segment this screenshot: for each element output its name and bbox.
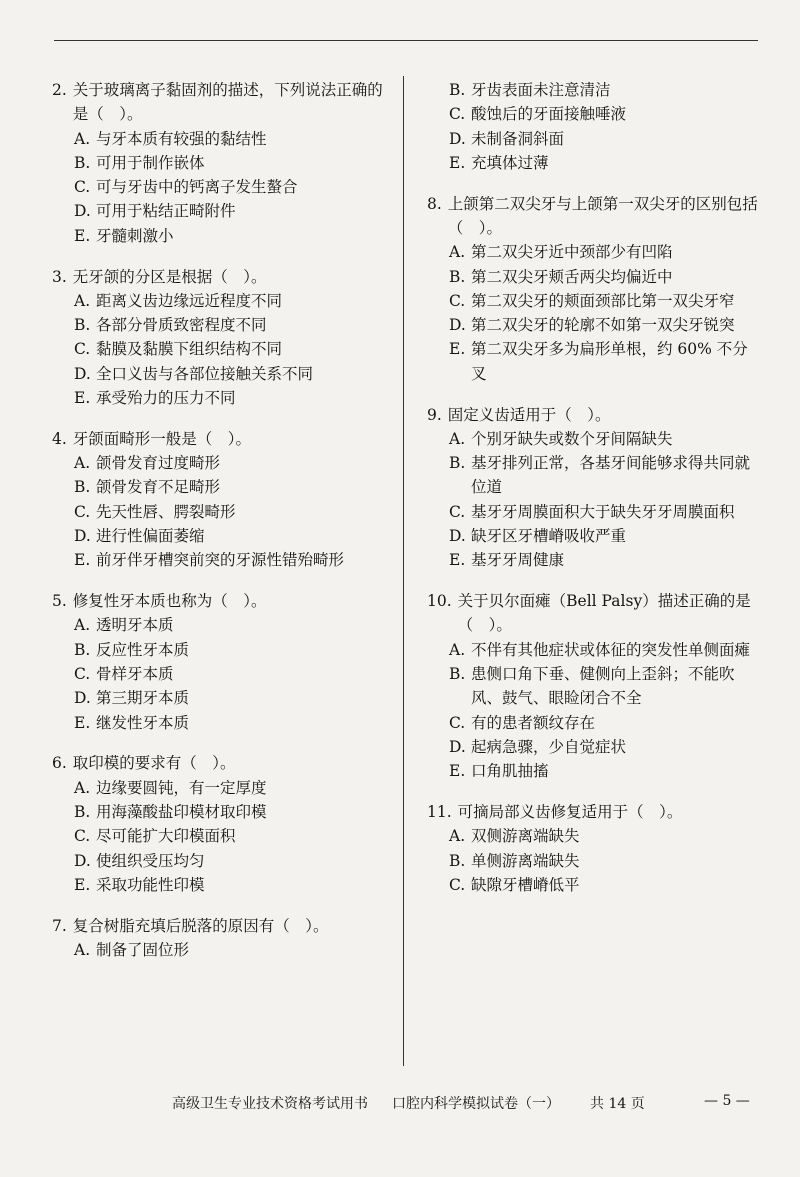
question-stem	[52, 751, 392, 775]
question-item	[52, 427, 392, 573]
option-text: 前牙伴牙槽突前突的牙源性错殆畸形	[96, 551, 345, 570]
option-letter: C.	[449, 875, 466, 894]
option-letter: C.	[74, 827, 91, 846]
option-text: 全口义齿与各部位接触关系不同	[96, 364, 314, 383]
option-text: 双侧游离端缺失	[471, 827, 580, 846]
option-letter: E.	[74, 389, 91, 408]
answer-option	[52, 289, 392, 313]
option-letter: B.	[74, 640, 91, 659]
option-text: 酸蚀后的牙面接触唾液	[471, 105, 627, 124]
answer-option	[52, 362, 392, 386]
option-letter: E.	[74, 875, 91, 894]
answer-option	[427, 313, 763, 337]
option-text: 单侧游离端缺失	[471, 851, 580, 870]
option-text: 可用于制作嵌体	[96, 153, 205, 172]
option-letter: D.	[74, 364, 91, 383]
question-stem	[52, 589, 392, 613]
answer-option	[52, 337, 392, 361]
answer-option	[427, 451, 763, 500]
option-text: 各部分骨质致密程度不同	[96, 316, 267, 335]
question-item	[427, 403, 763, 573]
option-letter: A.	[449, 827, 466, 846]
question-item	[52, 751, 392, 897]
option-text: 使组织受压均匀	[96, 851, 205, 870]
option-text: 边缘要圆钝，有一定厚度	[96, 778, 267, 797]
option-text: 第二双尖牙颊舌两尖均偏近中	[471, 267, 673, 286]
option-text: 第二双尖牙近中颈部少有凹陷	[471, 243, 673, 262]
question-text: 修复性牙本质也称为（ ）。	[72, 592, 267, 611]
question-stem	[427, 589, 763, 638]
question-number: 4.	[52, 429, 67, 448]
option-text: 基牙牙周膜面积大于缺失牙牙周膜面积	[471, 502, 735, 521]
question-stem	[52, 427, 392, 451]
answer-option	[52, 500, 392, 524]
answer-option	[427, 151, 763, 175]
answer-option	[52, 386, 392, 410]
answer-option	[427, 127, 763, 151]
option-text: 基牙牙周健康	[471, 551, 565, 570]
question-text: 上颌第二双尖牙与上颌第一双尖牙的区别包括（ ）。	[447, 194, 758, 237]
question-number: 5.	[52, 592, 67, 611]
option-text: 承受殆力的压力不同	[96, 389, 236, 408]
answer-option	[52, 873, 392, 897]
option-letter: B.	[449, 267, 466, 286]
question-text: 可摘局部义齿修复适用于（ ）。	[457, 803, 683, 822]
option-text: 与牙本质有较强的黏结性	[96, 129, 267, 148]
question-number: 11.	[427, 803, 452, 822]
header-rule	[54, 40, 758, 41]
question-item	[52, 589, 392, 735]
answer-option	[427, 240, 763, 264]
question-number: 2.	[52, 81, 67, 99]
question-number: 8.	[427, 194, 442, 213]
option-text: 有的患者额纹存在	[471, 713, 596, 732]
option-letter: D.	[449, 129, 466, 148]
question-item	[427, 78, 763, 175]
option-text: 缺隙牙槽嵴低平	[471, 875, 580, 894]
question-text: 无牙颌的分区是根据（ ）。	[72, 267, 267, 286]
question-item	[52, 914, 392, 963]
question-number: 7.	[52, 916, 67, 935]
option-letter: A.	[449, 640, 466, 659]
option-letter: C.	[74, 502, 91, 521]
answer-option	[52, 711, 392, 735]
question-stem	[427, 800, 763, 824]
option-letter: A.	[74, 129, 91, 148]
question-stem	[427, 403, 763, 427]
question-number: 10.	[427, 592, 452, 611]
option-text: 牙齿表面未注意清洁	[471, 81, 611, 99]
question-item	[427, 192, 763, 386]
option-text: 基牙排列正常，各基牙间能够求得共同就位道	[471, 454, 751, 497]
answer-option	[52, 524, 392, 548]
option-letter: D.	[74, 689, 91, 708]
option-text: 个别牙缺失或数个牙间隔缺失	[471, 429, 673, 448]
option-letter: E.	[74, 226, 91, 245]
option-text: 采取功能性印模	[96, 875, 205, 894]
option-text: 第三期牙本质	[96, 689, 190, 708]
option-text: 距离义齿边缘远近程度不同	[96, 291, 283, 310]
right-column	[427, 78, 763, 914]
option-letter: C.	[449, 105, 466, 124]
answer-option	[52, 613, 392, 637]
option-letter: C.	[74, 178, 91, 197]
option-text: 未制备洞斜面	[471, 129, 565, 148]
option-text: 可用于粘结正畸附件	[96, 202, 236, 221]
question-text: 复合树脂充填后脱落的原因有（ ）。	[72, 916, 329, 935]
answer-option	[427, 78, 763, 102]
answer-option	[427, 500, 763, 524]
option-text: 口角肌抽搐	[471, 762, 549, 781]
answer-option	[427, 759, 763, 783]
option-letter: B.	[74, 153, 91, 172]
option-letter: C.	[449, 291, 466, 310]
question-stem	[52, 265, 392, 289]
option-letter: E.	[449, 153, 466, 172]
option-letter: A.	[74, 941, 91, 959]
option-letter: E.	[449, 551, 466, 570]
option-letter: D.	[449, 737, 466, 756]
option-text: 先天性唇、腭裂畸形	[96, 502, 236, 521]
option-text: 第二双尖牙的轮廓不如第一双尖牙锐突	[471, 316, 735, 335]
option-text: 患侧口角下垂、健侧向上歪斜；不能吹风、鼓气、眼睑闭合不全	[471, 665, 735, 708]
answer-option	[52, 849, 392, 873]
answer-option	[52, 451, 392, 475]
option-text: 尽可能扩大印模面积	[96, 827, 236, 846]
question-number: 3.	[52, 267, 67, 286]
option-text: 透明牙本质	[96, 616, 174, 635]
footer-book-title: 高级卫生专业技术资格考试用书	[172, 1096, 368, 1112]
footer-page-count: 共 14 页	[590, 1096, 645, 1112]
option-text: 第二双尖牙的颊面颈部比第一双尖牙窄	[471, 291, 735, 310]
option-text: 颌骨发育过度畸形	[96, 454, 221, 473]
answer-option	[427, 289, 763, 313]
footer-exam-title: 口腔内科学模拟试卷（一）	[392, 1096, 560, 1112]
option-letter: C.	[449, 502, 466, 521]
option-letter: A.	[74, 616, 91, 635]
question-text: 取印模的要求有（ ）。	[72, 754, 236, 773]
answer-option	[427, 102, 763, 126]
answer-option	[427, 427, 763, 451]
answer-option	[427, 548, 763, 572]
answer-option	[52, 175, 392, 199]
answer-option	[52, 224, 392, 248]
answer-option	[52, 313, 392, 337]
option-text: 充填体过薄	[471, 153, 549, 172]
option-letter: B.	[74, 478, 91, 497]
answer-option	[52, 548, 392, 572]
option-letter: D.	[449, 316, 466, 335]
answer-option	[427, 711, 763, 735]
question-number: 6.	[52, 754, 67, 773]
option-letter: E.	[449, 762, 466, 781]
option-letter: D.	[74, 202, 91, 221]
question-stem	[427, 192, 763, 241]
answer-option	[52, 824, 392, 848]
question-text: 牙颌面畸形一般是（ ）。	[72, 429, 252, 448]
answer-option	[52, 475, 392, 499]
option-letter: B.	[449, 81, 466, 99]
option-letter: A.	[449, 429, 466, 448]
answer-option	[427, 873, 763, 897]
answer-option	[427, 824, 763, 848]
option-text: 缺牙区牙槽嵴吸收严重	[471, 527, 627, 546]
question-text: 关于玻璃离子黏固剂的描述，下列说法正确的是（ ）。	[72, 81, 383, 124]
option-text: 制备了固位形	[96, 941, 190, 959]
option-text: 颌骨发育不足畸形	[96, 478, 221, 497]
answer-option	[427, 662, 763, 711]
answer-option	[52, 199, 392, 223]
column-divider	[403, 76, 404, 1066]
question-text: 关于贝尔面瘫（Bell Palsy）描述正确的是（ ）。	[457, 592, 751, 635]
answer-option	[427, 337, 763, 386]
option-letter: A.	[74, 291, 91, 310]
question-item	[427, 800, 763, 897]
answer-option	[52, 938, 392, 962]
option-letter: B.	[449, 665, 466, 684]
question-item	[427, 589, 763, 783]
option-text: 进行性偏面萎缩	[96, 527, 205, 546]
option-letter: B.	[449, 454, 466, 473]
option-letter: C.	[449, 713, 466, 732]
footer-page-number: — 5 —	[704, 1093, 750, 1109]
option-text: 牙髓刺激小	[96, 226, 174, 245]
answer-option	[52, 638, 392, 662]
option-letter: E.	[449, 340, 466, 359]
answer-option	[427, 849, 763, 873]
answer-option	[52, 800, 392, 824]
option-letter: E.	[74, 551, 91, 570]
question-stem	[52, 914, 392, 938]
option-letter: D.	[74, 851, 91, 870]
answer-option	[427, 638, 763, 662]
answer-option	[427, 524, 763, 548]
option-letter: C.	[74, 665, 91, 684]
option-letter: A.	[74, 454, 91, 473]
option-letter: B.	[74, 316, 91, 335]
option-letter: A.	[74, 778, 91, 797]
answer-option	[52, 686, 392, 710]
option-text: 黏膜及黏膜下组织结构不同	[96, 340, 283, 359]
question-stem	[52, 78, 392, 127]
answer-option	[427, 265, 763, 289]
option-letter: A.	[449, 243, 466, 262]
option-text: 可与牙齿中的钙离子发生螯合	[96, 178, 298, 197]
question-item	[52, 78, 392, 248]
answer-option	[52, 151, 392, 175]
option-letter: B.	[449, 851, 466, 870]
option-letter: B.	[74, 803, 91, 822]
question-text: 固定义齿适用于（ ）。	[447, 405, 611, 424]
option-text: 用海藻酸盐印模材取印模	[96, 803, 267, 822]
question-number: 9.	[427, 405, 442, 424]
option-text: 骨样牙本质	[96, 665, 174, 684]
option-letter: E.	[74, 713, 91, 732]
answer-option	[52, 662, 392, 686]
option-text: 不伴有其他症状或体征的突发性单侧面瘫	[471, 640, 751, 659]
left-column	[52, 78, 392, 979]
option-text: 第二双尖牙多为扁形单根，约 60% 不分叉	[471, 340, 748, 383]
option-text: 反应性牙本质	[96, 640, 190, 659]
option-text: 起病急骤，少自觉症状	[471, 737, 627, 756]
answer-option	[52, 127, 392, 151]
answer-option	[427, 735, 763, 759]
question-item	[52, 265, 392, 411]
option-text: 继发性牙本质	[96, 713, 190, 732]
option-letter: D.	[449, 527, 466, 546]
option-letter: C.	[74, 340, 91, 359]
answer-option	[52, 776, 392, 800]
option-letter: D.	[74, 527, 91, 546]
